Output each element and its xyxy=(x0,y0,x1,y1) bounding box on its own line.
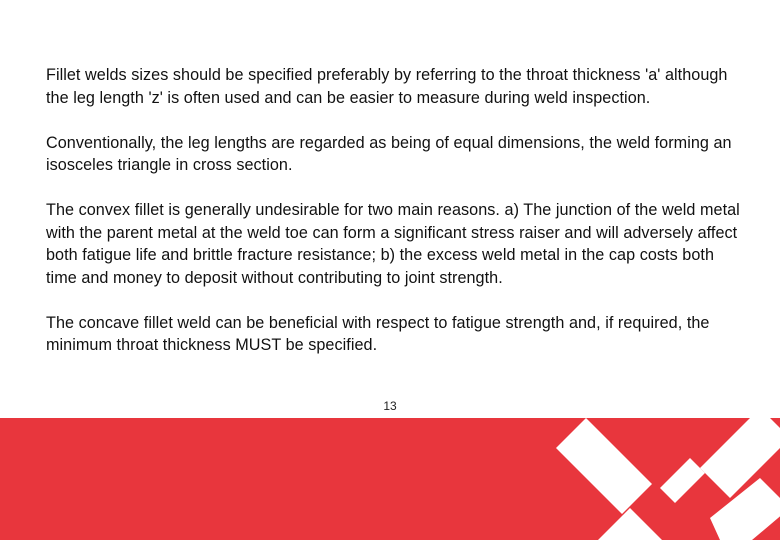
paragraph-leg-lengths: Conventionally, the leg lengths are regarded as being of equal dimensions, the weld forming an isosceles triangle in cross section. xyxy=(46,133,732,174)
white-star-logo-fragment-icon xyxy=(0,418,780,540)
paragraph-concave-fillet: The concave fillet weld can be beneficial with respect to fatigue strength and, if required, the minimum throat thickness MUST be specified. xyxy=(46,313,710,354)
paragraph-throat-thickness: Fillet welds sizes should be specified preferably by referring to the throat thickness 'a' although the leg length 'z' is often used and can be easier to measure during weld inspection. xyxy=(46,66,728,107)
paragraph-convex-fillet: The convex fillet is generally undesirable for two main reasons. a) The junction of the weld metal with the parent metal at the weld toe can form a significant stress raiser and will adversely affect both fatigue life and brittle fracture resistance; b) the excess weld metal in the cap costs both time and money to deposit without contributing to joint strength. xyxy=(46,201,740,287)
page-number: 13 xyxy=(383,399,397,413)
footer-band xyxy=(0,418,780,540)
slide-body xyxy=(46,64,746,379)
